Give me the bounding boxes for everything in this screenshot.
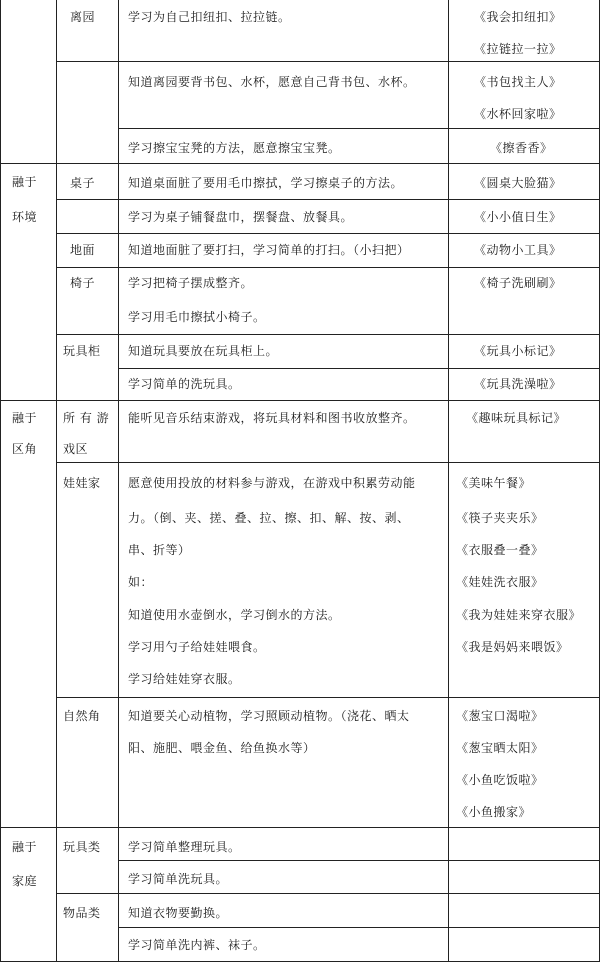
goal-text: 如： — [128, 575, 154, 589]
goal-text: 阳、施肥、喂金鱼、给鱼换水等） — [128, 741, 316, 755]
goal-text: 学习擦宝宝凳的方法，愿意擦宝宝凳。 — [128, 141, 341, 155]
row-divider — [118, 128, 600, 129]
area-label: 地面 — [70, 243, 96, 257]
goal-text: 学习简单洗内裤、袜子。 — [128, 938, 266, 952]
goal-text: 知道使用水壶倒水，学习倒水的方法。 — [128, 608, 341, 622]
area-label: 椅子 — [70, 276, 96, 290]
goal-text: 串、折等） — [128, 543, 191, 557]
row-divider — [56, 893, 600, 894]
goal-text: 能听见音乐结束游戏，将玩具材料和图书收放整齐。 — [128, 411, 416, 425]
activity-name: 《玩具小标记》 — [474, 344, 562, 358]
activity-name: 《玩具洗澡啦》 — [474, 377, 562, 391]
activity-name: 《书包找主人》 — [474, 75, 562, 89]
goal-text: 愿意使用投放的材料参与游戏，在游戏中积累劳动能 — [128, 476, 416, 490]
column-divider — [56, 0, 57, 962]
activity-name: 《美味午餐》 — [456, 476, 532, 490]
goal-text: 知道桌面脏了要用毛巾擦拭，学习擦桌子的方法。 — [128, 176, 404, 190]
goal-text: 学习简单整理玩具。 — [128, 840, 241, 854]
activity-name: 《擦香香》 — [490, 141, 553, 155]
section-label: 融于 — [12, 175, 38, 189]
section-label: 环境 — [12, 210, 38, 224]
area-label: 自然角 — [63, 709, 101, 723]
area-label: 娃娃家 — [63, 476, 101, 490]
row-divider — [0, 400, 600, 401]
activity-name: 《小小值日生》 — [474, 210, 562, 224]
activity-name: 《趣味玩具标记》 — [466, 411, 567, 425]
activity-name: 《衣服叠一叠》 — [456, 543, 544, 557]
area-label: 桌子 — [70, 176, 96, 190]
goal-text: 学习为桌子铺餐盘巾，摆餐盘、放餐具。 — [128, 210, 354, 224]
row-divider — [56, 697, 600, 698]
goal-text: 学习用勺子给娃娃喂食。 — [128, 640, 266, 654]
activity-name: 《动物小工具》 — [474, 243, 562, 257]
goal-text: 知道地面脏了要打扫，学习简单的打扫。（小扫把） — [128, 243, 410, 257]
goal-text: 学习用毛巾擦拭小椅子。 — [128, 310, 266, 324]
area-label: 离园 — [70, 10, 96, 24]
activity-name: 《筷子夹夹乐》 — [456, 511, 544, 525]
activity-name: 《小鱼吃饭啦》 — [456, 773, 544, 787]
activity-name: 《葱宝晒太阳》 — [456, 741, 544, 755]
activity-name: 《葱宝口渴啦》 — [456, 709, 544, 723]
goal-text: 学习为自己扣纽扣、拉拉链。 — [128, 10, 291, 24]
row-divider — [56, 334, 600, 335]
column-divider — [0, 0, 1, 962]
activity-name: 《小鱼搬家》 — [456, 805, 532, 819]
row-divider — [56, 199, 600, 200]
area-label: 玩具柜 — [63, 344, 101, 358]
goal-text: 知道玩具要放在玩具柜上。 — [128, 344, 279, 358]
row-divider — [56, 233, 600, 234]
area-label: 戏区 — [63, 442, 89, 456]
goal-text: 力。（倒、夹、搓、叠、拉、擦、扣、解、按、剥、 — [128, 511, 410, 525]
activity-name: 《我为娃娃来穿衣服》 — [456, 608, 582, 622]
row-divider — [118, 368, 600, 369]
activity-name: 《圆桌大脸猫》 — [474, 176, 562, 190]
activity-name: 《娃娃洗衣服》 — [456, 575, 544, 589]
activity-name: 《水杯回家啦》 — [474, 107, 562, 121]
row-divider — [0, 163, 600, 164]
goal-text: 学习简单的洗玩具。 — [128, 377, 241, 391]
column-divider — [118, 0, 119, 962]
section-label: 融于 — [12, 411, 38, 425]
section-label: 区角 — [12, 442, 38, 456]
goal-text: 知道要关心动植物，学习照顾动植物。（浇花、晒太 — [128, 709, 410, 723]
area-label: 物品类 — [63, 906, 101, 920]
goal-text: 知道衣物要勤换。 — [128, 906, 229, 920]
row-divider — [0, 827, 600, 828]
row-divider — [56, 61, 600, 62]
section-label: 家庭 — [12, 874, 38, 888]
row-divider — [56, 462, 600, 463]
activity-name: 《椅子洗刷刷》 — [474, 276, 562, 290]
row-divider — [118, 860, 600, 861]
row-divider — [56, 267, 600, 268]
activity-name: 《我是妈妈来喂饭》 — [456, 640, 569, 654]
goal-text: 知道离园要背书包、水杯，愿意自己背书包、水杯。 — [128, 75, 416, 89]
area-label: 玩具类 — [63, 840, 101, 854]
row-divider — [118, 927, 600, 928]
goal-text: 学习简单洗玩具。 — [128, 872, 229, 886]
activity-name: 《我会扣纽扣》 — [474, 10, 562, 24]
section-label: 融于 — [12, 840, 38, 854]
activity-name: 《拉链拉一拉》 — [474, 42, 562, 56]
column-divider — [448, 0, 449, 962]
goal-text: 学习把椅子摆成整齐。 — [128, 276, 254, 290]
goal-text: 学习给娃娃穿衣服。 — [128, 672, 241, 686]
area-label: 所 有 游 — [63, 411, 110, 425]
